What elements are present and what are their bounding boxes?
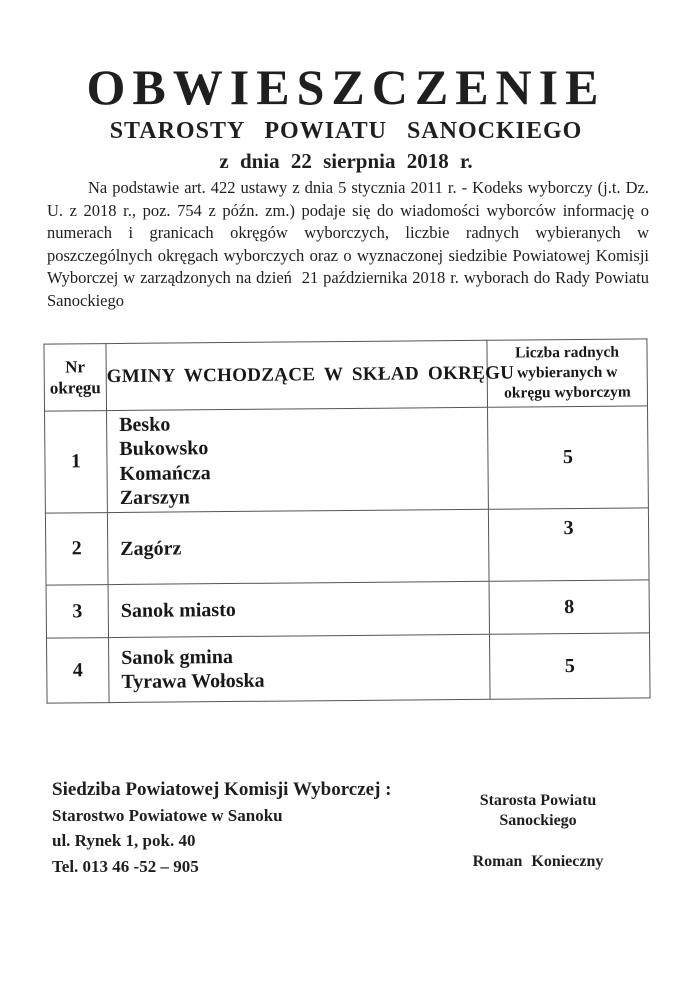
column-header-nr-okregu: Nr okręgu — [44, 344, 107, 412]
district-seat-count: 8 — [489, 580, 649, 634]
district-seat-count: 5 — [488, 406, 649, 509]
district-seat-count: 5 — [489, 633, 650, 699]
document-title: OBWIESZCZENIE — [86, 59, 606, 115]
signer-name: Roman Konieczny — [472, 853, 604, 870]
district-number: 2 — [45, 513, 108, 586]
document-subtitle: STAROSTY POWIATU SANOCKIEGO — [109, 118, 583, 144]
intro-paragraph: Na podstawie art. 422 ustawy z dnia 5 stycznia 2011 r. - Kodeks wyborczy (j.t. Dz. U. z 2018 r., poz. 754 z późn. zm.) podaje się do wiadomości wyborców informację o numerach i granicach okręgów wyborczych, liczbie radnych wybieranych w poszczególnych okręgach wyborczych oraz o wyznaczonej siedzibie Powiatowej Komisji Wyborczej w zarządzonych na dzień 21 października 2018 r. wyborach do Rady Powiatu Sanockiego — [47, 178, 654, 310]
district-seat-count: 3 — [488, 508, 649, 581]
table-row — [46, 580, 649, 638]
district-gminy: Sanok gmina Tyrawa Wołoska — [109, 635, 491, 703]
district-number: 4 — [47, 638, 110, 704]
column-header-liczba-radnych: Liczba radnych wybieranych w okręgu wyborczym — [487, 339, 648, 408]
table-row — [47, 633, 651, 703]
commission-seat-institution: Starostwo Powiatowe w Sanoku — [52, 805, 283, 825]
signer-title: Starosta Powiatu Sanockiego — [479, 792, 597, 829]
districts-table — [43, 338, 650, 704]
table-row — [45, 406, 649, 513]
column-header-gminy: GMINY WCHODZĄCE W SKŁAD OKRĘGU — [106, 340, 488, 411]
district-number: 1 — [45, 411, 108, 514]
table-row — [45, 508, 649, 585]
district-gminy: Sanok miasto — [108, 582, 489, 638]
district-gminy: Besko Bukowsko Komańcza Zarszyn — [107, 408, 489, 513]
table-header-row — [44, 339, 648, 412]
commission-seat-heading: Siedziba Powiatowej Komisji Wyborczej : — [52, 779, 392, 800]
district-number: 3 — [46, 585, 108, 639]
signature-block — [440, 791, 636, 872]
district-gminy: Zagórz — [107, 510, 489, 585]
document-date-line: z dnia 22 sierpnia 2018 r. — [219, 149, 473, 173]
commission-seat-address: ul. Rynek 1, pok. 40 — [52, 831, 196, 850]
commission-seat-phone: Tel. 013 46 -52 – 905 — [52, 856, 199, 876]
commission-seat-block — [52, 777, 392, 879]
